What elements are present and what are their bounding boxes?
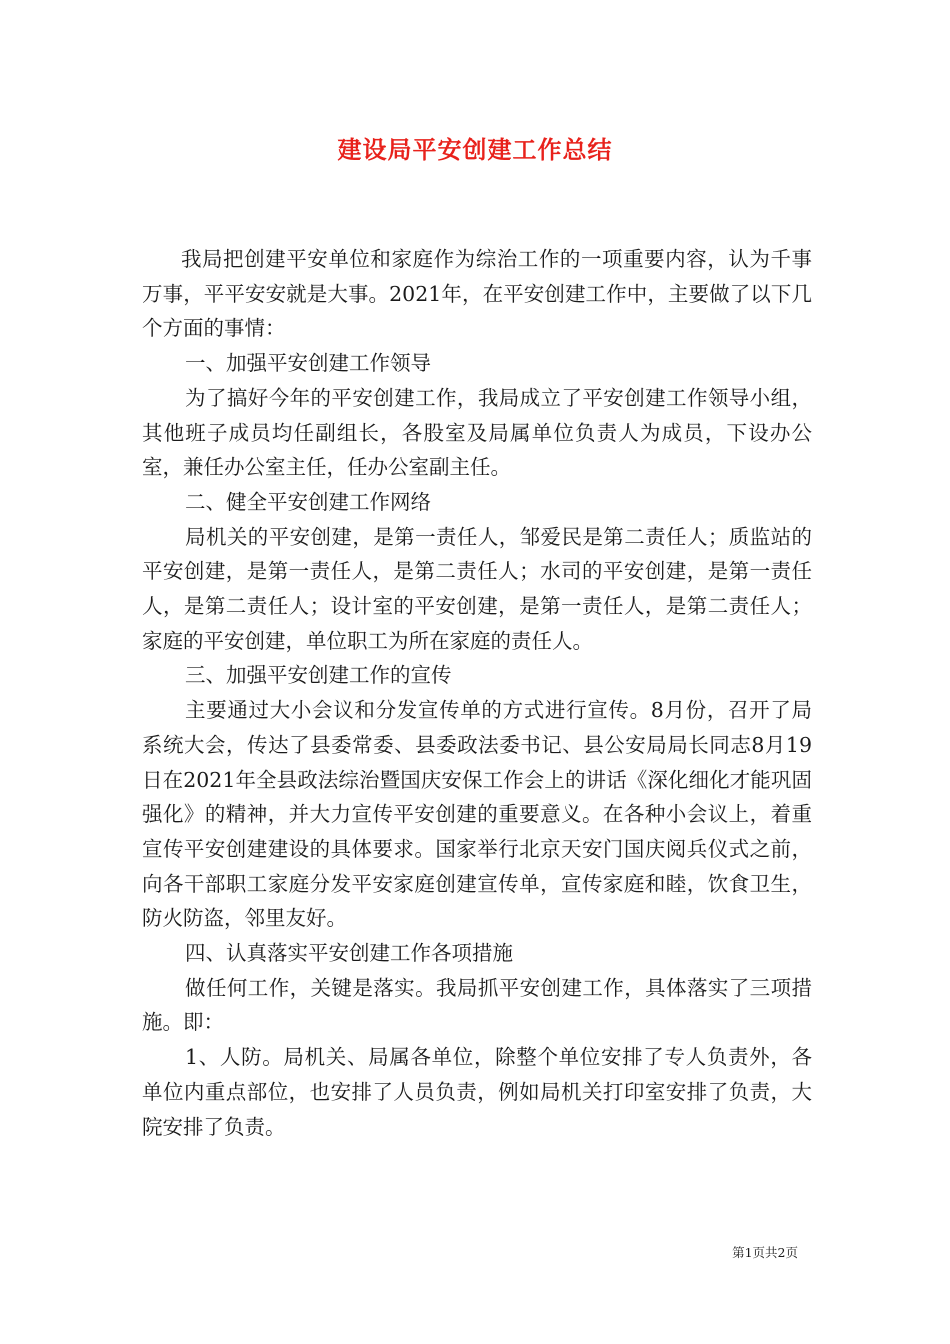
- paragraph-leadership: 为了搞好今年的平安创建工作，我局成立了平安创建工作领导小组，其他班子成员均任副组长，各股室及局属单位负责人为成员，下设办公室，兼任办公室主任，任办公室副主任。: [142, 385, 812, 480]
- paragraph-network: 局机关的平安创建，是第一责任人，邹爱民是第二责任人；质监站的平安创建，是第一责任人，是第二责任人；水司的平安创建，是第一责任人，是第二责任人；设计室的平安创建，是第一责任人，是第二责任人；家庭的平安创建，单位职工为所在家庭的责任人。: [142, 524, 812, 653]
- page-number: 第1页共2页: [732, 1245, 798, 1260]
- section-heading-4: 四、认真落实平安创建工作各项措施: [185, 941, 514, 966]
- section-heading-3: 三、加强平安创建工作的宣传: [185, 663, 452, 688]
- document-body: [142, 242, 812, 1144]
- section-heading-1: 一、加强平安创建工作领导: [185, 351, 432, 376]
- paragraph-civil-defense: 1、人防。局机关、局属各单位，除整个单位安排了专人负责外，各单位内重点部位，也安排了人员负责，例如局机关打印室安排了负责，大院安排了负责。: [142, 1045, 812, 1139]
- document-title: 建设局平安创建工作总结: [337, 135, 613, 164]
- paragraph-intro: 我局把创建平安单位和家庭作为综治工作的一项重要内容，认为千事万事，平平安安就是大事。2021年，在平安创建工作中，主要做了以下几个方面的事情：: [142, 247, 812, 341]
- section-heading-2: 二、健全平安创建工作网络: [185, 489, 432, 514]
- paragraph-publicity: 主要通过大小会议和分发宣传单的方式进行宣传。8月份，召开了局系统大会，传达了县委常委、县委政法委书记、县公安局局长同志8月19日在2021年全县政法综治暨国庆安保工作会上的讲话《深化细化才能巩固强化》的精神，并大力宣传平安创建的重要意义。在各种小会议上，着重宣传平安创建建设的具体要求。国家举行北京天安门国庆阅兵仪式之前，向各干部职工家庭分发平安家庭创建宣传单，宣传家庭和睦，饮食卫生，防火防盗，邻里友好。: [142, 698, 812, 931]
- paragraph-measures: 做任何工作，关键是落实。我局抓平安创建工作，具体落实了三项措施。即：: [142, 975, 812, 1035]
